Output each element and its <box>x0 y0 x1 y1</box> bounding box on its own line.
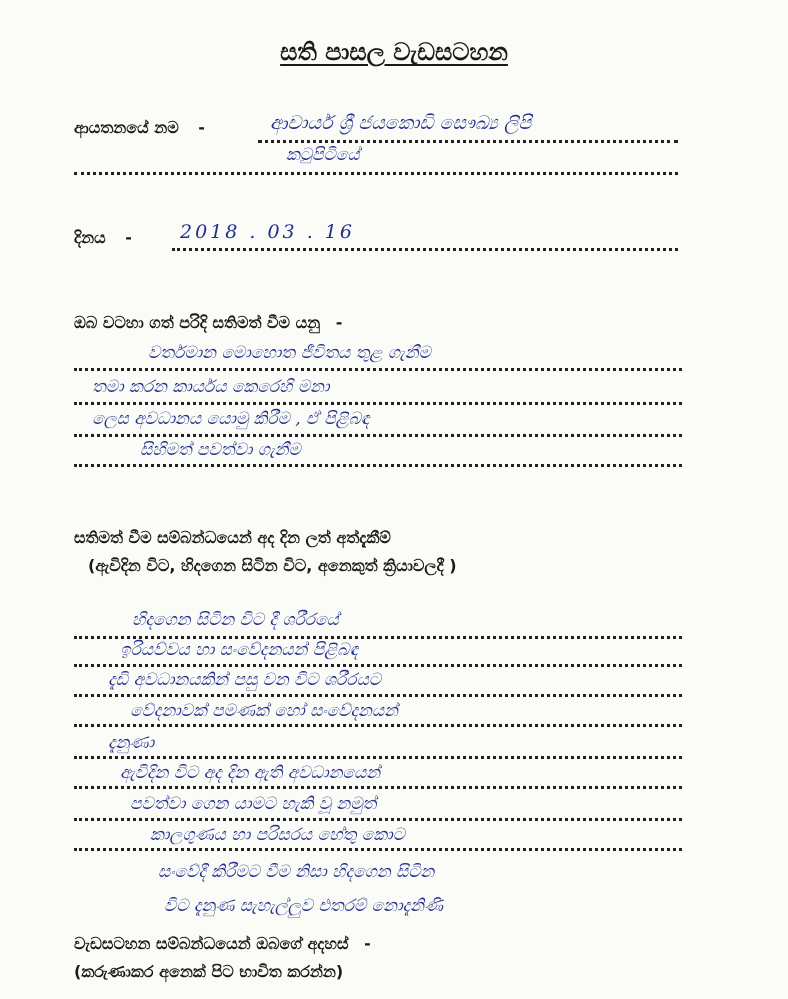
institution-dash: - <box>198 118 205 137</box>
institution-handwritten-1: ආචාර්ය ශ්‍රී ජයකොඩි සෞඛ්‍ය ලිපි <box>270 112 532 134</box>
institution-handwritten-2: කටුපිටියේ <box>286 145 360 165</box>
definition-prompt <box>74 313 342 333</box>
definition-dash: - <box>335 313 343 332</box>
feedback-prompt <box>74 934 371 954</box>
institution-line-2 <box>74 172 678 175</box>
experience-line-7 <box>74 818 682 821</box>
definition-line-1 <box>74 368 682 371</box>
definition-handwritten-1: වර්තමාන මොහොත ජීවිතය තුළ ගැනීම <box>148 343 431 363</box>
feedback-dash: - <box>364 934 371 953</box>
experience-handwritten-1: හිදගෙන සිටින විට දී ශරීරයේ <box>132 610 339 630</box>
date-dash: - <box>125 228 132 247</box>
experience-line-1 <box>74 636 682 639</box>
definition-line-4 <box>74 464 682 467</box>
institution-label <box>74 118 205 138</box>
experience-line-8 <box>74 848 682 851</box>
feedback-subprompt: (කරුණාකර අනෙක් පිට භාවිත කරන්න) <box>74 962 344 981</box>
experience-line-3 <box>74 694 682 697</box>
date-label-text: දිනය <box>74 228 106 247</box>
experience-prompt: සතිමත් වීම සම්බන්ධයෙන් අද දින ලත් අත්දැකීම් <box>74 528 391 547</box>
experience-handwritten-7: පවත්වා ගෙන යාමට හැකි වූ නමුත් <box>130 794 377 814</box>
experience-line-5 <box>74 756 682 759</box>
experience-handwritten-4: වේදනාවක් පමණක් හෝ සංවේදනයන් <box>130 701 398 721</box>
experience-handwritten-3: දැඩි අවධානයකින් පසු වන විට ශරීරයට <box>108 670 382 690</box>
experience-handwritten-10: විට දැනුණ සැහැල්ලුව එතරම් නොදැනිණි <box>164 896 443 916</box>
definition-handwritten-4: සිහිමත් පවත්වා ගැනීම <box>140 440 301 460</box>
experience-line-2 <box>74 664 682 667</box>
institution-label-text: ආයතනයේ නම <box>74 118 179 137</box>
date-label <box>74 228 132 248</box>
date-handwritten: 2018 . 03 . 16 <box>180 221 355 243</box>
experience-handwritten-2: ඉරියව්වය හා සංවේදනයන් පිළිබඳ <box>120 640 359 660</box>
page-title: සති පාසල වැඩසටහන <box>280 38 508 66</box>
experience-line-6 <box>74 786 682 789</box>
experience-handwritten-5: දැනුණා <box>108 733 155 753</box>
definition-handwritten-3: ලෙස අවධානය යොමු කිරීම , ඒ පිළිබඳ <box>92 409 370 429</box>
definition-prompt-text: ඔබ වටහා ගත් පරිදි සතිමත් වීම යනු <box>74 313 321 332</box>
definition-handwritten-2: තමා කරන කාර්යය කෙරෙහි මනා <box>92 377 330 397</box>
institution-line-1 <box>258 140 678 143</box>
experience-subprompt: (ඇවිදින විට, හිදගෙන සිටින විට, අනෙකුත් ක්‍රියාවලදී ) <box>88 556 457 575</box>
experience-handwritten-6: ඇවිදින විට අද දින ඇති අවධානයෙන් <box>120 763 381 783</box>
definition-line-3 <box>74 434 682 437</box>
definition-line-2 <box>74 402 682 405</box>
experience-handwritten-9: සංවේදී කිරීමට වීම නිසා හිදගෙන සිටින <box>158 862 435 882</box>
feedback-prompt-text: වැඩසටහන සම්බන්ධයෙන් ඔබගේ අදහස් <box>74 934 349 953</box>
experience-line-4 <box>74 724 682 727</box>
date-line <box>172 248 678 251</box>
experience-handwritten-8: කාලගුණය හා පරිසරය හේතු කොට <box>150 825 405 845</box>
